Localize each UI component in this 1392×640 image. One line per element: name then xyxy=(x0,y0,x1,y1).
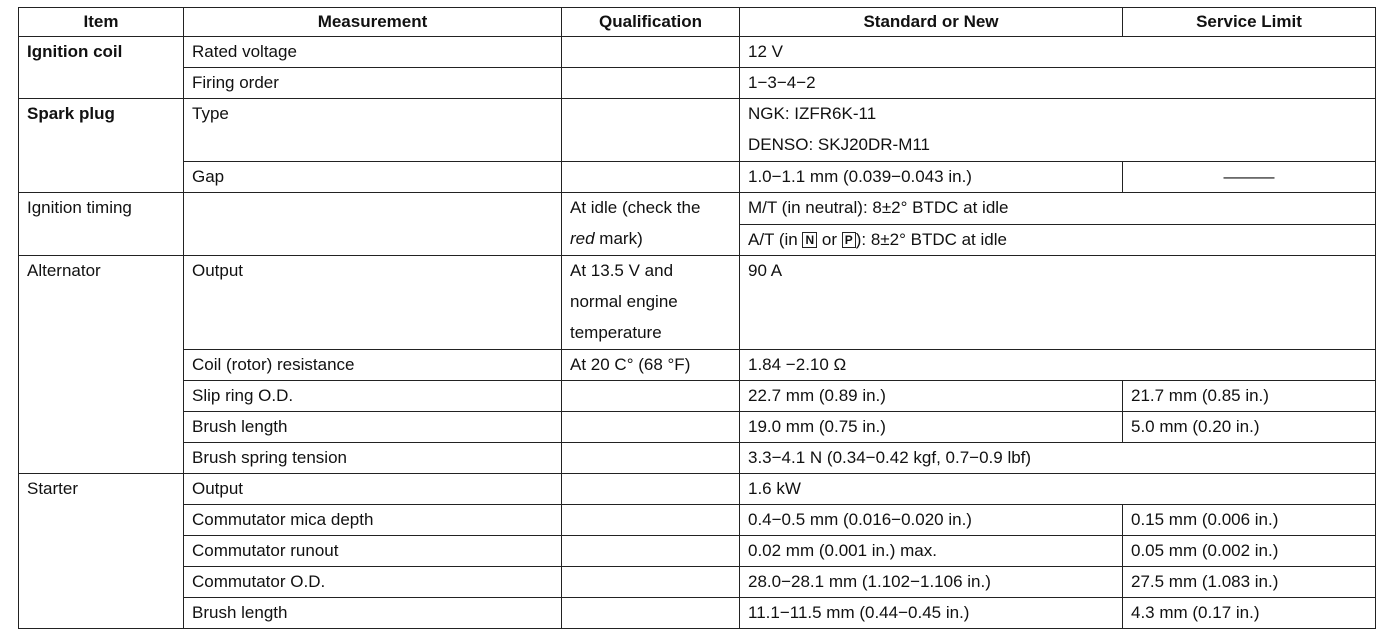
mark-text: mark) xyxy=(594,229,643,248)
header-row xyxy=(19,8,1376,37)
qualification-cell xyxy=(562,162,740,193)
header-service-limit: Service Limit xyxy=(1123,8,1376,37)
table-row xyxy=(19,598,1376,629)
qualification-cell xyxy=(562,37,740,68)
measurement-cell: Brush length xyxy=(184,598,562,629)
item-alternator: Alternator xyxy=(19,256,184,474)
standard-cell: 1−3−4−2 xyxy=(740,68,1376,99)
qualification-cell xyxy=(562,193,740,256)
standard-cell: 90 A xyxy=(740,256,1376,350)
table-row xyxy=(19,567,1376,598)
table-row xyxy=(19,443,1376,474)
qualification-cell xyxy=(562,505,740,536)
service-limit-cell: 0.15 mm (0.006 in.) xyxy=(1123,505,1376,536)
red-mark-text: red xyxy=(570,229,595,248)
standard-cell: 1.6 kW xyxy=(740,474,1376,505)
table-row xyxy=(19,412,1376,443)
standard-cell: 1.0−1.1 mm (0.039−0.043 in.) xyxy=(740,162,1123,193)
service-limit-cell: 0.05 mm (0.002 in.) xyxy=(1123,536,1376,567)
service-limit-cell: 5.0 mm (0.20 in.) xyxy=(1123,412,1376,443)
service-limit-cell: 4.3 mm (0.17 in.) xyxy=(1123,598,1376,629)
standard-cell xyxy=(740,99,1376,162)
standard-cell: 1.84 −2.10 Ω xyxy=(740,350,1376,381)
qualification-cell xyxy=(562,256,740,350)
measurement-cell: Rated voltage xyxy=(184,37,562,68)
table-row xyxy=(19,68,1376,99)
qualification-line: temperature xyxy=(570,323,662,342)
measurement-cell: Commutator mica depth xyxy=(184,505,562,536)
item-ignition-coil: Ignition coil xyxy=(19,37,184,99)
service-limit-cell: ——— xyxy=(1123,162,1376,193)
at-suffix: ): 8±2° BTDC at idle xyxy=(855,229,1007,249)
qualification-cell xyxy=(562,68,740,99)
measurement-cell: Gap xyxy=(184,162,562,193)
header-measurement: Measurement xyxy=(184,8,562,37)
measurement-cell: Coil (rotor) resistance xyxy=(184,350,562,381)
measurement-cell: Brush spring tension xyxy=(184,443,562,474)
standard-cell: 11.1−11.5 mm (0.44−0.45 in.) xyxy=(740,598,1123,629)
gear-p-badge: P xyxy=(842,232,856,248)
item-spark-plug: Spark plug xyxy=(19,99,184,193)
standard-cell xyxy=(740,224,1376,256)
table-row xyxy=(19,381,1376,412)
table-row xyxy=(19,474,1376,505)
service-limit-cell: 21.7 mm (0.85 in.) xyxy=(1123,381,1376,412)
item-starter: Starter xyxy=(19,474,184,629)
qualification-cell xyxy=(562,381,740,412)
measurement-cell: Type xyxy=(184,99,562,162)
standard-cell: 19.0 mm (0.75 in.) xyxy=(740,412,1123,443)
qualification-cell xyxy=(562,412,740,443)
measurement-cell: Output xyxy=(184,256,562,350)
qualification-line: At 13.5 V and xyxy=(570,261,674,280)
spec-table xyxy=(18,7,1376,629)
standard-cell: 3.3−4.1 N (0.34−0.42 kgf, 0.7−0.9 lbf) xyxy=(740,443,1376,474)
standard-line: DENSO: SKJ20DR-M11 xyxy=(748,135,931,154)
at-prefix: A/T (in xyxy=(748,229,803,249)
measurement-cell: Commutator O.D. xyxy=(184,567,562,598)
table-row xyxy=(19,193,1376,225)
qualification-cell xyxy=(562,567,740,598)
measurement-cell: Brush length xyxy=(184,412,562,443)
standard-line: NGK: IZFR6K-11 xyxy=(748,104,877,123)
table-row xyxy=(19,162,1376,193)
qualification-cell xyxy=(562,536,740,567)
measurement-cell xyxy=(184,193,562,256)
standard-cell: 22.7 mm (0.89 in.) xyxy=(740,381,1123,412)
qualification-cell xyxy=(562,99,740,162)
qualification-cell: At 20 C° (68 °F) xyxy=(562,350,740,381)
table-row xyxy=(19,256,1376,350)
measurement-cell: Commutator runout xyxy=(184,536,562,567)
qualification-line xyxy=(570,224,731,255)
standard-cell: 0.4−0.5 mm (0.016−0.020 in.) xyxy=(740,505,1123,536)
qualification-cell xyxy=(562,443,740,474)
qualification-cell xyxy=(562,598,740,629)
header-standard: Standard or New xyxy=(740,8,1123,37)
table-row xyxy=(19,350,1376,381)
table-row xyxy=(19,505,1376,536)
standard-cell: 12 V xyxy=(740,37,1376,68)
table-row xyxy=(19,536,1376,567)
at-or: or xyxy=(817,229,842,249)
header-item: Item xyxy=(19,8,184,37)
measurement-cell: Output xyxy=(184,474,562,505)
qualification-cell xyxy=(562,474,740,505)
table-row xyxy=(19,37,1376,68)
gear-n-badge: N xyxy=(802,232,817,248)
standard-cell: 0.02 mm (0.001 in.) max. xyxy=(740,536,1123,567)
standard-cell: 28.0−28.1 mm (1.102−1.106 in.) xyxy=(740,567,1123,598)
table-row xyxy=(19,99,1376,162)
standard-cell: M/T (in neutral): 8±2° BTDC at idle xyxy=(740,193,1376,225)
measurement-cell: Slip ring O.D. xyxy=(184,381,562,412)
service-limit-cell: 27.5 mm (1.083 in.) xyxy=(1123,567,1376,598)
measurement-cell: Firing order xyxy=(184,68,562,99)
item-ignition-timing: Ignition timing xyxy=(19,193,184,256)
qualification-line: At idle (check the xyxy=(570,198,701,217)
header-qualification: Qualification xyxy=(562,8,740,37)
qualification-line: normal engine xyxy=(570,292,678,311)
